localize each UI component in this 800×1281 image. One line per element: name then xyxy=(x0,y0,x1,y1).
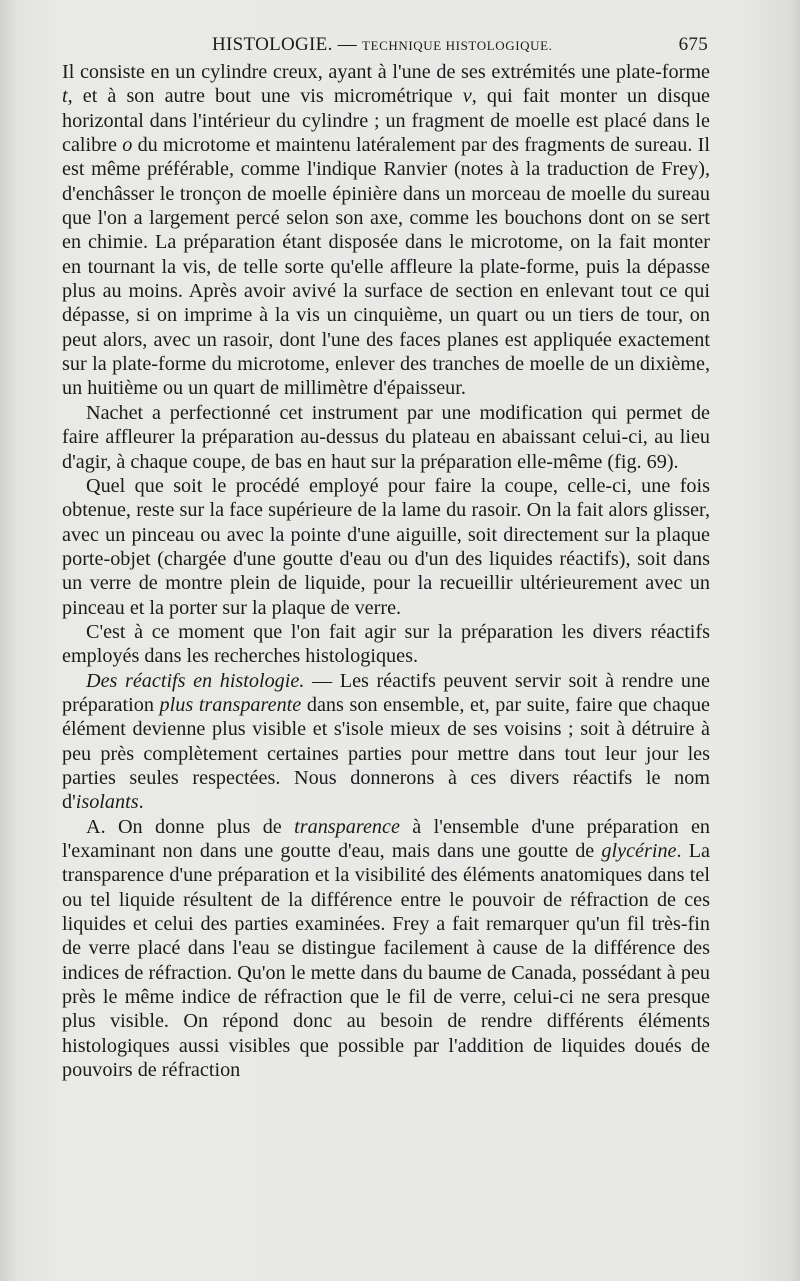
text-run: C'est à ce moment que l'on fait agir sur la préparation les divers réactifs employés dans les recherches histologiques. xyxy=(62,620,710,668)
page-number: 675 xyxy=(678,34,708,55)
text-run: du microtome et maintenu latéralement par des fragments de sureau. Il est même préférable, comme l'indique Ranvier (notes à la traduction de Frey), d'enchâsser le tronçon de moelle épinière dans un morceau de moelle du sureau que l'on a largement percé selon son axe, comme les bouchons dont on se sert en chimie. La préparation étant disposée dans le microtome, on la fait monter en tournant la vis, de telle sorte qu'elle affleure la plate-forme, puis la dépasse plus au moins. Après avoir avivé la surface de section en enlevant tout ce qui dépasse, si on imprime à la vis un cinquième, un quart ou un tiers de tour, on peut alors, avec un rasoir, dont l'une des faces planes est appliquée exactement sur la plate-forme du microtome, enlever des tranches de moelle de un dixième, un huitième ou un quart de millimètre d'épaisseur. xyxy=(62,134,710,400)
text-run: . La transparence d'une préparation et la visibilité des éléments anatomiques dans tel ou tel liquide résultent de la différence entre le pouvoir de réfraction de ces liquides et celui des parties examinées. Frey a fait remarquer qu'un fil très-fin de verre placé dans l'eau se distingue facilement à cause de la différence des indices de réfraction. Qu'on le mette dans du baume de Canada, possédant à peu près le même indice de réfraction que le fil de verre, celui-ci ne sera presque plus visible. On répond donc au besoin de rendre différents éléments histologiques aussi visibles que possible par l'addition de liquides doués de pouvoirs de réfraction xyxy=(62,840,710,1082)
italic-text: isolants xyxy=(75,791,139,814)
paragraph xyxy=(62,401,710,474)
italic-text: glycérine xyxy=(601,840,677,862)
italic-text: Des réactifs en histologie. xyxy=(86,669,305,692)
text-run: . xyxy=(138,791,144,814)
paragraph xyxy=(62,669,710,815)
running-head xyxy=(212,34,553,56)
text-run: , qui fait monter un disque horizontal dans l'intérieur du cylindre ; un fragment de moelle est placé dans le calibre xyxy=(62,85,710,157)
header-dash: — xyxy=(332,34,363,55)
italic-text: o xyxy=(122,134,133,157)
paragraph xyxy=(62,620,710,669)
text-run: à l'ensemble d'une préparation en l'examinant non dans une goutte d'eau, mais dans une goutte de xyxy=(62,815,711,862)
text-run: Nachet a perfectionné cet instrument par une modification qui permet de faire affleurer la préparation au-dessus du plateau en abaissant celui-ci, au lieu d'agir, à chaque coupe, de bas en haut sur la préparation elle-même (fig. 69). xyxy=(62,401,710,473)
paragraph xyxy=(62,815,710,1083)
paragraph xyxy=(62,474,710,620)
text-run: Il consiste en un cylindre creux, ayant à l'une de ses extrémités une plate-forme xyxy=(62,61,710,83)
text-run: A. On donne plus de xyxy=(86,815,295,838)
paragraph xyxy=(62,60,710,401)
italic-text: t xyxy=(62,85,68,108)
italic-text: plus transparente xyxy=(159,693,302,716)
section-title: TECHNIQUE HISTOLOGIQUE. xyxy=(362,38,553,53)
page-header xyxy=(62,32,708,62)
text-run: Quel que soit le procédé employé pour faire la coupe, celle-ci, une fois obtenue, reste sur la face supérieure de la lame du rasoir. On la fait alors glisser, avec un pinceau ou avec la pointe d'une aiguille, soit directement sur la plaque porte-objet (chargée d'une goutte d'eau ou d'un des liquides réactifs), soit dans un verre de montre plein de liquide, pour la recueillir ultérieurement avec un pinceau et la porter sur la plaque de verre. xyxy=(62,474,710,619)
running-title: HISTOLOGIE. xyxy=(212,34,333,55)
page-body xyxy=(62,60,710,1082)
text-run: — Les réactifs peuvent servir soit à rendre une préparation xyxy=(62,669,710,716)
italic-text: transparence xyxy=(294,815,400,838)
text-run: , et à son autre bout une vis micrométrique xyxy=(67,85,463,108)
text-run: dans son ensemble, et, par suite, faire que chaque élément devienne plus visible et s'isole mieux de ses voisins ; soit à détruire à peu près complètement certaines parties pour mettre dans tout leur jour les parties seules respectées. Nous donnerons à ces divers réactifs le nom d' xyxy=(62,693,711,814)
italic-text: v xyxy=(462,85,472,108)
